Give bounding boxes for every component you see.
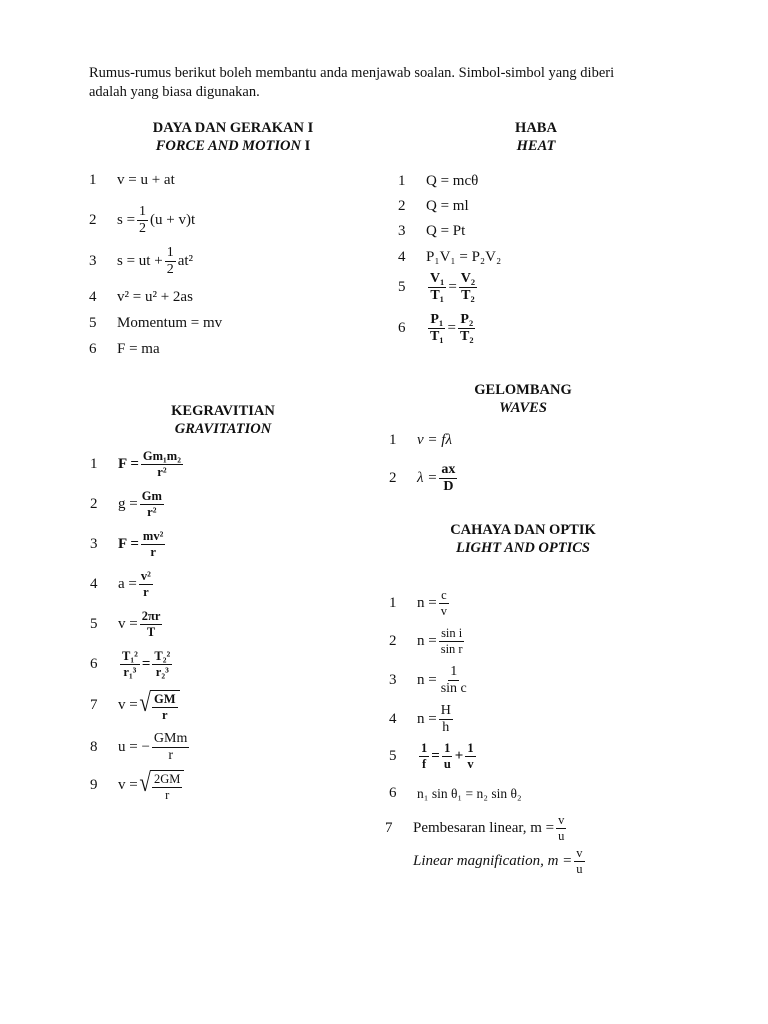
light-formula-7 xyxy=(385,814,568,842)
fraction-denominator: T₂ xyxy=(460,329,474,344)
formula-prefix: v = xyxy=(118,697,138,713)
fraction-denominator: r xyxy=(150,544,156,559)
formula-prefix: Linear magnification, m = xyxy=(413,852,573,869)
fraction-denominator: r xyxy=(168,748,173,763)
fraction xyxy=(428,313,446,344)
formula-text: Momentum = mv xyxy=(117,315,223,331)
gravitation-formula-9 xyxy=(90,770,184,801)
fraction-denominator: r xyxy=(165,787,170,802)
formula-number: 2 xyxy=(389,470,397,486)
fraction xyxy=(459,272,477,303)
light-title-en: LIGHT AND OPTICS xyxy=(456,540,590,556)
fraction-denominator: u xyxy=(443,756,451,771)
fraction xyxy=(141,450,183,478)
formula-text: P₁V₁ = P₂V₂ xyxy=(426,249,502,265)
heat-title-ms: HABA xyxy=(515,120,557,136)
force-title-en-suffix: I xyxy=(304,138,311,154)
fraction xyxy=(439,627,465,655)
fraction-numerator: Gm₁m₂ xyxy=(142,449,181,463)
gravitation-formula-1 xyxy=(90,450,185,478)
fraction xyxy=(140,610,163,638)
fraction-denominator: r₂³ xyxy=(155,664,169,679)
gravitation-formula-5 xyxy=(90,610,164,638)
formula-prefix: s = xyxy=(117,212,136,228)
fraction xyxy=(556,814,566,842)
square-root xyxy=(138,690,180,721)
fraction-numerator: c xyxy=(441,588,447,602)
fraction-denominator: T xyxy=(146,624,156,639)
equals-sign: = xyxy=(141,655,151,672)
formula-number: 4 xyxy=(389,711,397,727)
formula-number: 1 xyxy=(90,455,98,472)
formula-text: v = fλ xyxy=(417,432,452,448)
formula-number: 3 xyxy=(398,223,406,239)
waves-formula-1 xyxy=(389,432,452,449)
plus-sign: + xyxy=(454,747,464,764)
fraction-denominator: u xyxy=(576,861,583,876)
fraction-denominator: 2 xyxy=(166,262,174,277)
fraction-denominator: r² xyxy=(147,504,157,519)
gravitation-title-ms: KEGRAVITIAN xyxy=(171,403,275,419)
fraction-numerator: GMm xyxy=(153,731,188,746)
gravitation-formula-2 xyxy=(90,490,166,518)
formula-prefix: n = xyxy=(417,632,437,649)
formula-number: 1 xyxy=(398,173,406,189)
gravitation-formula-3 xyxy=(90,530,167,558)
radical-sign-icon: √ xyxy=(139,768,151,797)
formula-suffix: at² xyxy=(177,253,194,269)
fraction-numerator: 2πr xyxy=(141,609,161,623)
intro-text xyxy=(89,64,689,102)
heat-formula-1 xyxy=(398,173,478,190)
fraction-numerator: V₁ xyxy=(430,271,445,286)
formula-prefix: F = xyxy=(118,455,139,472)
fraction-numerator: 1 xyxy=(467,741,474,755)
formula-number: 3 xyxy=(90,535,98,552)
heat-formula-6 xyxy=(398,313,478,344)
formula-number: 3 xyxy=(389,672,397,688)
formula-prefix: a = xyxy=(118,575,137,592)
formula-number: 2 xyxy=(89,212,97,228)
formula-number: 2 xyxy=(389,632,397,649)
force-formula-2 xyxy=(89,205,195,236)
heat-formula-5 xyxy=(398,272,479,303)
formula-number: 6 xyxy=(398,320,406,336)
fraction-numerator: P₂ xyxy=(460,312,474,327)
force-formula-5 xyxy=(89,315,222,332)
fraction-numerator: ax xyxy=(441,462,456,477)
fraction-denominator: sin c xyxy=(440,681,467,696)
formula-prefix: n = xyxy=(417,672,437,688)
equals-sign: = xyxy=(447,320,457,336)
formula-number: 6 xyxy=(389,785,397,801)
fraction-numerator: 1 xyxy=(139,204,147,219)
fraction-numerator: sin i xyxy=(441,626,463,640)
formula-prefix: v = xyxy=(118,777,138,793)
formula-number: 3 xyxy=(89,253,97,269)
fraction xyxy=(165,246,176,277)
formula-text: v² = u² + 2as xyxy=(117,289,193,305)
formula-number: 2 xyxy=(90,495,98,512)
light-formula-4 xyxy=(389,704,455,735)
intro-line-1: Rumus-rumus berikut boleh membantu anda menjawab soalan. Simbol-simbol yang diberi xyxy=(89,65,615,81)
waves-heading xyxy=(448,381,598,417)
force-formula-1 xyxy=(89,172,175,189)
formula-suffix: (u + v)t xyxy=(150,212,196,228)
heat-title-en: HEAT xyxy=(516,138,556,154)
fraction xyxy=(439,463,457,494)
fraction xyxy=(152,773,182,801)
fraction xyxy=(439,704,453,735)
fraction-denominator: T₁ xyxy=(430,288,444,303)
formula-number: 5 xyxy=(398,279,406,295)
formula-number: 4 xyxy=(398,249,406,265)
fraction xyxy=(152,650,172,678)
fraction-denominator: r xyxy=(143,584,149,599)
formula-text: F = ma xyxy=(117,341,160,357)
formula-number: 7 xyxy=(90,697,98,713)
formula-number: 5 xyxy=(89,315,97,331)
intro-line-2: adalah yang biasa digunakan. xyxy=(89,84,260,100)
formula-prefix: n = xyxy=(417,594,437,611)
fraction xyxy=(141,530,165,558)
light-formula-6 xyxy=(389,785,522,802)
fraction xyxy=(139,570,153,598)
equals-sign: = xyxy=(448,279,457,295)
fraction-numerator: v xyxy=(576,846,583,860)
fraction-denominator: r₁³ xyxy=(123,664,137,679)
fraction-numerator: v xyxy=(558,813,565,827)
fraction xyxy=(442,742,453,770)
formula-number: 1 xyxy=(389,594,397,611)
light-optics-heading xyxy=(418,521,628,557)
heat-heading xyxy=(466,119,606,155)
fraction-denominator: r² xyxy=(157,464,167,479)
gravitation-title-en: GRAVITATION xyxy=(174,421,272,437)
waves-title-en: WAVES xyxy=(499,400,547,416)
formula-prefix: λ = xyxy=(417,470,438,486)
formula-prefix: v = xyxy=(118,615,138,632)
fraction-numerator: 1 xyxy=(166,245,174,260)
fraction xyxy=(439,665,469,696)
heat-formula-3 xyxy=(398,223,465,240)
formula-text: Q = mcθ xyxy=(426,173,479,189)
fraction xyxy=(419,742,429,770)
gravitation-formula-6 xyxy=(90,650,174,678)
gravitation-formula-8 xyxy=(90,732,191,763)
fraction-denominator: v xyxy=(440,603,447,618)
fraction-denominator: sin r xyxy=(440,641,463,656)
fraction-numerator: T₁² xyxy=(122,649,138,663)
formula-text: Q = ml xyxy=(426,198,469,214)
fraction xyxy=(152,693,178,721)
force-title-en: FORCE AND MOTION xyxy=(155,138,301,154)
fraction-numerator: GM xyxy=(154,692,176,706)
formula-prefix: g = xyxy=(118,495,138,512)
gravitation-heading xyxy=(128,402,318,438)
square-root xyxy=(138,770,185,801)
fraction-numerator: T₂² xyxy=(154,649,171,663)
fraction-denominator: D xyxy=(443,479,454,494)
fraction-denominator: h xyxy=(442,720,450,735)
formula-number: 1 xyxy=(389,432,397,448)
fraction xyxy=(439,589,449,617)
formula-prefix: Pembesaran linear, m = xyxy=(413,819,555,836)
fraction-denominator: r xyxy=(161,707,168,722)
fraction-numerator: 1 xyxy=(421,741,428,755)
fraction-denominator: f xyxy=(422,756,427,771)
waves-formula-2 xyxy=(389,463,459,494)
formula-number: 8 xyxy=(90,739,98,755)
waves-title-ms: GELOMBANG xyxy=(474,382,572,398)
light-formula-7-english xyxy=(413,847,587,875)
light-formula-2 xyxy=(389,627,467,655)
formula-number: 4 xyxy=(90,575,98,592)
fraction-numerator: 2GM xyxy=(154,772,181,786)
fraction-denominator: 2 xyxy=(139,221,147,236)
formula-number: 4 xyxy=(89,289,97,305)
force-motion-heading xyxy=(108,119,358,155)
light-formula-5 xyxy=(389,742,478,770)
formula-number: 1 xyxy=(89,172,97,188)
formula-number: 6 xyxy=(89,341,97,357)
fraction xyxy=(574,847,584,875)
formula-number: 9 xyxy=(90,777,98,793)
fraction xyxy=(465,742,475,770)
formula-text: n₁ sin θ₁ = n₂ sin θ₂ xyxy=(417,785,522,801)
heat-formula-2 xyxy=(398,198,469,215)
fraction-numerator: 1 xyxy=(444,741,451,755)
formula-text: Q = Pt xyxy=(426,223,466,239)
fraction-denominator: T₂ xyxy=(461,288,475,303)
fraction xyxy=(140,490,164,518)
fraction-numerator: P₁ xyxy=(430,312,444,327)
fraction xyxy=(137,205,148,236)
equals-sign: = xyxy=(431,747,440,764)
fraction-numerator: Gm xyxy=(141,489,162,503)
fraction xyxy=(428,272,446,303)
formula-number: 5 xyxy=(389,747,397,764)
fraction-numerator: H xyxy=(440,703,451,718)
fraction-denominator: u xyxy=(558,828,565,843)
formula-prefix: F = xyxy=(118,535,139,552)
fraction-numerator: mv² xyxy=(142,529,164,543)
light-formula-3 xyxy=(389,665,471,696)
force-formula-3 xyxy=(89,246,193,277)
fraction xyxy=(120,650,140,678)
force-title-ms: DAYA DAN GERAKAN I xyxy=(152,120,314,136)
force-formula-4 xyxy=(89,289,193,306)
fraction-denominator: v xyxy=(467,756,474,771)
radical-sign-icon: √ xyxy=(139,688,151,717)
formula-text: v = u + at xyxy=(117,172,175,188)
fraction xyxy=(152,732,189,763)
formula-number: 6 xyxy=(90,655,98,672)
formula-number: 2 xyxy=(398,198,406,214)
heat-formula-4 xyxy=(398,249,501,266)
formula-prefix: n = xyxy=(417,711,437,727)
light-title-ms: CAHAYA DAN OPTIK xyxy=(450,522,596,538)
fraction xyxy=(458,313,476,344)
formula-number: 5 xyxy=(90,615,98,632)
fraction-numerator: V₂ xyxy=(460,271,476,286)
fraction-denominator: T₁ xyxy=(430,329,444,344)
gravitation-formula-4 xyxy=(90,570,155,598)
formula-number: 7 xyxy=(385,819,393,836)
fraction-numerator: 1 xyxy=(450,664,458,679)
fraction-numerator: v² xyxy=(140,569,151,583)
formula-prefix: s = ut + xyxy=(117,253,163,269)
formula-prefix: u = − xyxy=(118,739,150,755)
gravitation-formula-7 xyxy=(90,690,180,721)
force-formula-6 xyxy=(89,341,160,358)
light-formula-1 xyxy=(389,589,451,617)
